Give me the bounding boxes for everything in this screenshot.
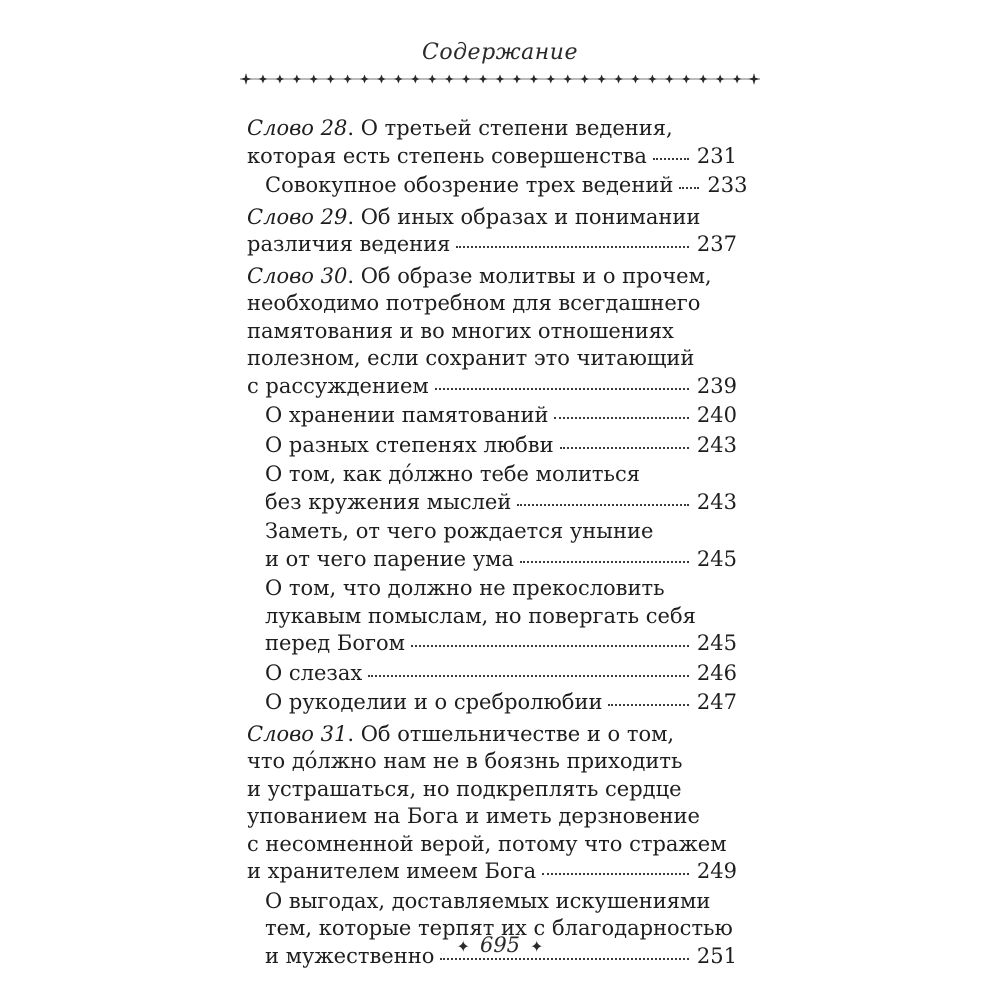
toc-line-text [265,660,362,688]
toc-chapter-label: Слово 28 [247,116,348,140]
toc-line-text [247,777,682,801]
toc-text: которая есть степень совершенства [247,143,647,168]
toc-text: . О третьей степени ведения, [347,116,673,140]
cross-ornament-icon [343,75,352,84]
toc-chapter-label: Слово 30 [247,263,348,288]
toc-line-text [247,804,700,828]
cross-ornament-icon [648,75,657,84]
toc-line [265,489,737,517]
toc-text: с рассуждением [247,373,429,398]
toc-page-number: 243 [696,489,737,514]
toc-text: без кружения мыслей [265,489,512,514]
toc-line-text [247,116,673,140]
dot-leader [411,645,689,647]
toc-text: . Об отшельничестве и о том, [347,721,675,746]
toc-subentry [247,575,737,658]
toc-text: памятования и во многих отношениях [247,318,674,343]
cross-ornament-icon [748,73,760,85]
toc-subentry [247,660,737,688]
cross-ornament-icon [258,75,267,84]
toc-subentry [247,432,737,460]
toc-text: различия ведения [247,232,451,256]
dot-leader [608,704,688,706]
toc-line [265,461,737,489]
page-number: 695 [479,933,521,957]
toc-line-text [265,489,511,517]
toc-line-text [247,319,674,343]
cross-ornament-icon [445,75,454,84]
toc-text: О слезах [265,660,363,685]
toc-text: с несомненной верой, потому что стражем [247,831,727,856]
toc-line [265,630,737,658]
toc-line [247,345,737,373]
toc-text: тем, которые терпят их с благодарностью [265,916,733,940]
toc-line-text [247,858,536,886]
toc-subentry [247,689,737,717]
toc-line [265,518,737,546]
toc-text: и от чего парение ума [265,546,514,571]
dot-leader [542,873,689,875]
toc-line-text [265,462,640,486]
cross-ornament-icon [428,75,437,84]
toc-line [265,402,737,430]
dot-leader [520,561,689,563]
toc-chapter-label: Слово 29 [247,204,348,229]
toc-page-number: 246 [696,660,737,685]
toc-line [265,603,737,631]
cross-ornament-icon [275,75,284,84]
toc-page-number: 247 [696,690,737,714]
cross-ornament-icon [716,75,725,84]
toc-line [247,803,737,831]
toc-line-text [247,722,674,746]
toc-line-text [265,604,696,628]
dot-leader [456,246,688,248]
cross-ornament-icon [496,75,505,84]
dot-leader [435,388,689,390]
table-of-contents [247,111,748,970]
toc-line-text [247,373,429,401]
toc-line [265,172,748,200]
dot-leader [679,187,699,189]
toc-line [265,575,737,603]
toc-line [247,318,737,346]
toc-line [247,831,737,859]
toc-line-text [247,205,700,229]
toc-line [247,115,737,143]
cross-ornament-icon [309,75,318,84]
cross-ornament-icon: ✦ [530,937,544,956]
toc-page-number: 245 [696,546,737,571]
toc-line [247,748,737,776]
toc-text: и хранителем имеем Бога [247,859,537,883]
toc-chapter-entry [247,115,737,170]
toc-line [247,290,737,318]
toc-line-text [247,291,700,315]
cross-ornament-icon [597,75,606,84]
dot-leader [368,675,689,677]
toc-text: перед Богом [265,631,405,655]
toc-line-text [265,546,514,574]
toc-chapter-entry [247,263,737,401]
toc-text: О том, что должно не прекословить [265,576,665,600]
toc-subentry [247,461,737,516]
cross-ornament-icon [479,75,488,84]
cross-ornament-icon [394,75,403,84]
dot-leader [440,958,689,960]
toc-page-number: 231 [696,143,737,168]
toc-line [265,660,737,688]
toc-line [265,689,737,717]
toc-line-text [265,172,673,200]
toc-text: что до́лжно нам не в боязнь приходить [247,749,683,773]
toc-chapter-label: Слово 31 [247,721,348,746]
toc-text: О рукоделии и о сребролюбии [265,690,603,714]
toc-text: и мужественно [265,943,435,968]
toc-line [265,546,737,574]
cross-ornament-icon [411,75,420,84]
toc-text: необходимо потребном для всегдашнего [247,291,701,315]
toc-line [247,373,737,401]
toc-page-number: 237 [696,232,737,256]
toc-line [247,721,737,749]
cross-ornament-icon [546,75,555,84]
toc-line-text [247,346,694,370]
toc-text: Заметь, от чего рождается уныние [265,519,654,543]
cross-ornament-icon [614,75,623,84]
toc-line-text [247,264,712,288]
cross-ornament-icon [512,75,521,84]
toc-page-number: 233 [707,173,748,197]
toc-line-text [265,630,405,658]
cross-ornament-icon [377,75,386,84]
toc-text: . Об образе молитвы и о прочем, [347,263,712,288]
toc-page-number: 245 [696,631,737,655]
toc-subentry [247,888,737,971]
toc-page-number: 240 [696,403,737,427]
toc-chapter-entry [247,204,737,259]
toc-line-text [247,231,450,259]
toc-line [247,143,737,171]
cross-ornament-icon [462,75,471,84]
cross-ornament-icon [733,75,742,84]
toc-line-text [247,832,727,856]
toc-line-text [265,519,653,543]
toc-line [265,888,737,916]
toc-line-text [265,689,602,717]
toc-page-number: 251 [696,943,737,968]
dot-leader [554,417,688,419]
toc-line-text [247,749,682,773]
toc-text: О разных степенях любви [265,432,554,457]
toc-chapter-entry [247,721,737,886]
dot-leader [653,158,689,160]
running-head: Содержание [422,40,578,65]
toc-line-text [265,432,554,460]
cross-ornament-icon [563,75,572,84]
toc-line-text [265,889,710,913]
toc-subentry [247,402,737,430]
toc-line [247,858,737,886]
cross-ornament-icon [580,75,589,84]
toc-text: О хранении памятований [265,403,549,427]
toc-line [265,432,737,460]
cross-ornament-icon: ✦ [456,937,470,956]
toc-line-text [247,143,647,171]
toc-subentry [247,172,748,200]
cross-ornament-icon [631,75,640,84]
toc-subentry [247,518,737,573]
toc-page-number: 249 [696,859,737,883]
toc-text: и устрашаться, но подкреплять сердце [247,776,682,801]
toc-line-text [265,576,665,600]
toc-text: Совокупное обозрение трех ведений [265,173,674,197]
cross-ornament-icon [682,75,691,84]
toc-line [247,263,737,291]
toc-text: полезном, если сохранит это читающий [247,346,695,370]
toc-page-number: 243 [696,432,737,457]
cross-ornament-icon [292,75,301,84]
cross-ornament-icon [665,75,674,84]
toc-line-text [265,402,548,430]
dot-leader [517,504,689,506]
ornament-rule [240,68,760,90]
dot-leader [560,447,689,449]
toc-text: . Об иных образах и понимании [347,204,701,229]
toc-page-number: 239 [696,373,737,398]
cross-ornament-icon [360,75,369,84]
toc-line [247,204,737,232]
toc-text: упованием на Бога и иметь дерзновение [247,804,700,828]
toc-text: О выгодах, доставляемых искушениями [265,888,711,913]
cross-ornament-icon [326,75,335,84]
page-number-footer [0,933,1000,957]
cross-ornament-icon [240,73,252,85]
toc-line [247,776,737,804]
toc-text: О том, как до́лжно тебе молиться [265,462,640,486]
cross-ornament-icon [699,75,708,84]
toc-text: лукавым помыслам, но повергать себя [265,603,696,628]
toc-line [247,231,737,259]
cross-ornament-icon [529,75,538,84]
